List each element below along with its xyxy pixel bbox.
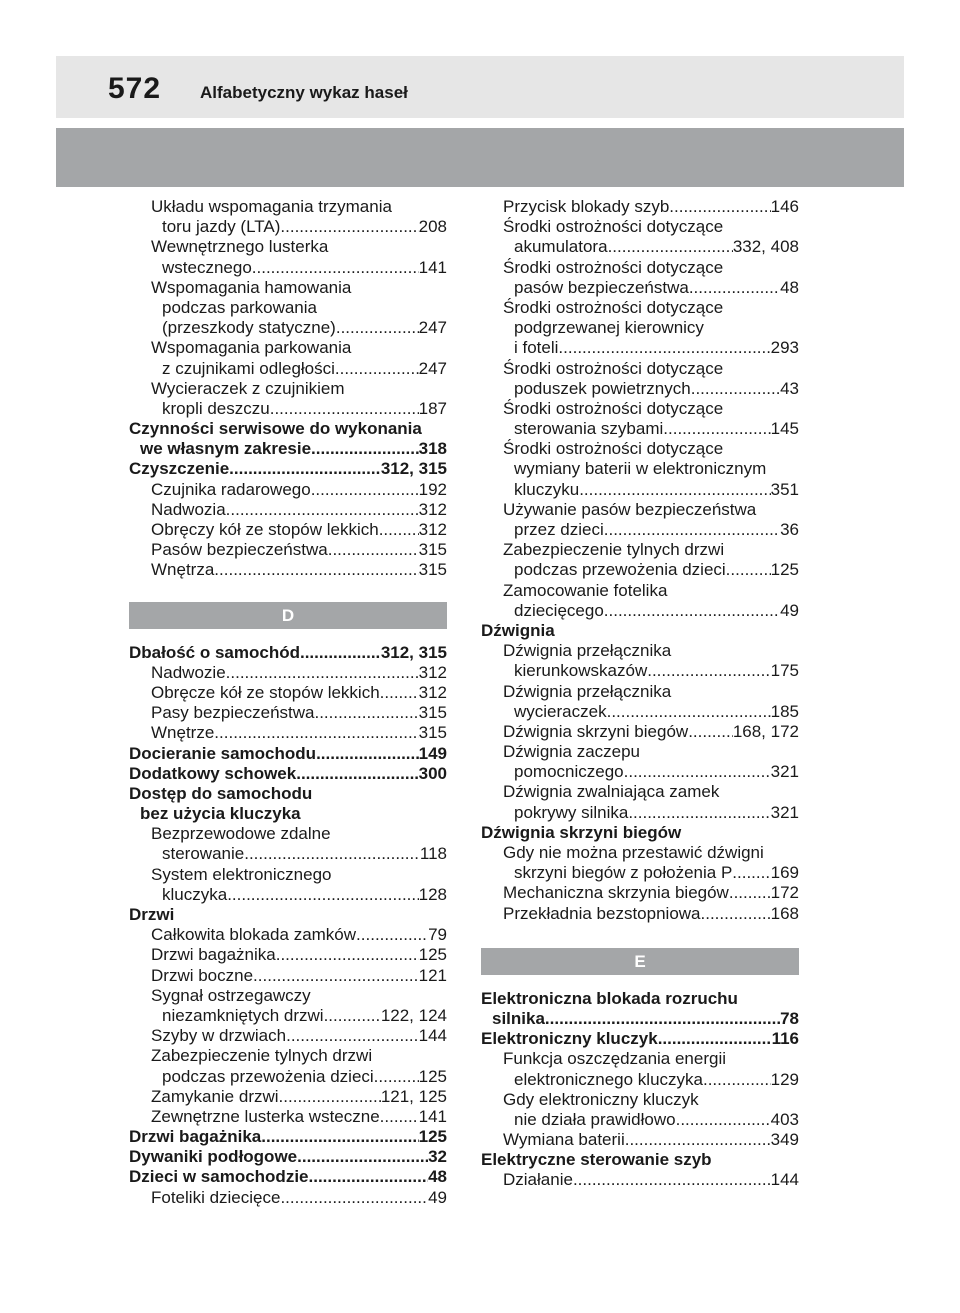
index-entry: Wspomagania hamowania [151, 277, 352, 297]
index-entry: niezamkniętych drzwi ..... 122, 124 [129, 1006, 447, 1026]
index-entry: i foteli ..... 293 [481, 338, 799, 358]
index-entry: Pasy bezpieczeństwa ..... 315 [129, 703, 447, 723]
index-heading: Elektroniczna blokada rozruchu [481, 988, 738, 1008]
index-entry: Przekładnia bezstopniowa ..... 168 [481, 904, 799, 924]
index-entry: Zabezpieczenie tylnych drzwi [503, 540, 725, 560]
index-entry: Środki ostrożności dotyczące [503, 358, 724, 378]
index-entry: Gdy nie można przestawić dźwigni [503, 843, 764, 862]
header-band [56, 128, 904, 187]
index-entry: Gdy elektroniczny kluczyk [503, 1089, 699, 1109]
index-heading: silnika ..... 78 [481, 1009, 799, 1029]
index-entry: Obręczy kół ze stopów lekkich ..... 312 [129, 520, 447, 540]
index-heading: Drzwi bagażnika ..... 125 [129, 1127, 447, 1147]
index-heading: Czyszczenie ..... 312, 315 [129, 459, 447, 479]
index-entry: sterowanie ..... 118 [129, 844, 447, 864]
index-entry: akumulatora ..... 332, 408 [481, 237, 799, 257]
index-column-right [481, 197, 799, 1191]
index-entry: poduszek powietrznych ..... 43 [481, 379, 799, 399]
index-entry: Środki ostrożności dotyczące [503, 257, 724, 277]
index-entry: Dźwignia przełącznika [503, 641, 672, 661]
index-entry: Wspomagania parkowania [151, 338, 352, 358]
index-entry: skrzyni biegów z położenia P ..... 169 [481, 863, 799, 883]
index-entry: kluczyku ..... 351 [481, 480, 799, 500]
index-entry: Wycieraczek z czujnikiem [151, 378, 345, 398]
index-entry: kropli deszczu ..... 187 [129, 399, 447, 419]
index-heading: we własnym zakresie ..... 318 [129, 439, 447, 459]
index-entry: podczas parkowania [162, 297, 317, 317]
index-entry: wymiany baterii w elektronicznym [514, 459, 767, 479]
index-entry: Drzwi boczne ..... 121 [129, 966, 447, 986]
index-entry: Sygnał ostrzegawczy [151, 985, 311, 1005]
index-entry: podczas przewożenia dzieci ..... 125 [481, 560, 799, 580]
index-entry: Dźwignia skrzyni biegów ..... 168, 172 [481, 722, 799, 742]
index-entry: pasów bezpieczeństwa ..... 48 [481, 278, 799, 298]
section-header-e: E [481, 948, 799, 975]
index-entry: Przycisk blokady szyb ..... 146 [481, 197, 799, 217]
index-entry: wstecznego ..... 141 [129, 258, 447, 278]
index-entry: Dźwignia przełącznika [503, 681, 672, 701]
index-entry: z czujnikami odległości ..... 247 [129, 359, 447, 379]
index-column-left [129, 197, 447, 1208]
index-entry: Drzwi bagażnika ..... 125 [129, 945, 447, 965]
index-entry: podgrzewanej kierownicy [514, 318, 704, 338]
index-heading: Dodatkowy schowek ..... 300 [129, 764, 447, 784]
index-entry: podczas przewożenia dzieci ..... 125 [129, 1067, 447, 1087]
index-entry: Wnętrze ..... 315 [129, 723, 447, 743]
index-heading: Elektryczne sterowanie szyb [481, 1150, 712, 1170]
index-entry: przez dzieci ..... 36 [481, 520, 799, 540]
index-heading: Dostęp do samochodu [129, 783, 313, 803]
index-entry: Całkowita blokada zamków ..... 79 [129, 925, 447, 945]
index-entry: Foteliki dziecięce ..... 49 [129, 1188, 447, 1208]
index-heading: Drzwi [129, 905, 175, 924]
index-heading: Dbałość o samochód ..... 312, 315 [129, 643, 447, 663]
index-entry: Układu wspomagania trzymania [151, 197, 392, 216]
index-entry: Mechaniczna skrzynia biegów ..... 172 [481, 883, 799, 903]
index-entry: kierunkowskazów ..... 175 [481, 661, 799, 681]
index-entry: Dźwignia zaczepu [503, 742, 641, 762]
index-entry: wycieraczek ..... 185 [481, 702, 799, 722]
index-entry: Zamykanie drzwi ..... 121, 125 [129, 1087, 447, 1107]
index-entry: System elektronicznego [151, 864, 332, 884]
index-entry: Wewnętrznego lusterka [151, 237, 329, 257]
index-entry: Funkcja oszczędzania energii [503, 1049, 727, 1069]
index-entry: Działanie ..... 144 [481, 1170, 799, 1190]
index-heading: Dywaniki podłogowe ..... 32 [129, 1147, 447, 1167]
index-heading: Elektroniczny kluczyk ..... 116 [481, 1029, 799, 1049]
index-entry: Środki ostrożności dotyczące [503, 297, 724, 317]
index-entry: toru jazdy (LTA) ..... 208 [129, 217, 447, 237]
index-heading: Docieranie samochodu ..... 149 [129, 744, 447, 764]
index-entry: Zabezpieczenie tylnych drzwi [151, 1046, 373, 1066]
index-entry: Szyby w drzwiach ..... 144 [129, 1026, 447, 1046]
index-entry: sterowania szybami ..... 145 [481, 419, 799, 439]
index-entry: elektronicznego kluczyka ..... 129 [481, 1070, 799, 1090]
index-entry: Nadwozie ..... 312 [129, 663, 447, 683]
index-entry: Środki ostrożności dotyczące [503, 439, 724, 459]
index-entry: Zamocowanie fotelika [503, 580, 668, 600]
page-title: Alfabetyczny wykaz haseł [200, 83, 408, 102]
index-entry: Środki ostrożności dotyczące [503, 217, 724, 237]
index-entry: Pasów bezpieczeństwa ..... 315 [129, 540, 447, 560]
index-entry: Obręcze kół ze stopów lekkich ..... 312 [129, 683, 447, 703]
page-number: 572 [108, 72, 162, 105]
index-entry: dziecięcego ..... 49 [481, 601, 799, 621]
index-entry: kluczyka ..... 128 [129, 885, 447, 905]
index-entry: Wnętrza ..... 315 [129, 560, 447, 580]
index-entry: nie działa prawidłowo ..... 403 [481, 1110, 799, 1130]
index-entry: Bezprzewodowe zdalne [151, 824, 331, 844]
index-entry: Używanie pasów bezpieczeństwa [503, 499, 757, 519]
index-entry: pokrywy silnika ..... 321 [481, 803, 799, 823]
index-heading: Dźwignia skrzyni biegów [481, 822, 682, 842]
index-entry: pomocniczego ..... 321 [481, 762, 799, 782]
index-entry: (przeszkody statyczne) ..... 247 [129, 318, 447, 338]
index-entry: Czujnika radarowego ..... 192 [129, 480, 447, 500]
index-heading: Dźwignia [481, 620, 555, 640]
index-heading: bez użycia kluczyka [140, 804, 301, 824]
header-bar [56, 56, 904, 118]
index-heading: Czynności serwisowe do wykonania [129, 419, 422, 439]
index-entry: Wymiana baterii ..... 349 [481, 1130, 799, 1150]
index-entry: Nadwozia ..... 312 [129, 500, 447, 520]
section-header-d: D [129, 602, 447, 629]
index-entry: Dźwignia zwalniająca zamek [503, 782, 720, 802]
index-heading: Dzieci w samochodzie ..... 48 [129, 1167, 447, 1187]
index-entry: Środki ostrożności dotyczące [503, 398, 724, 418]
index-entry: Zewnętrzne lusterka wsteczne ..... 141 [129, 1107, 447, 1127]
